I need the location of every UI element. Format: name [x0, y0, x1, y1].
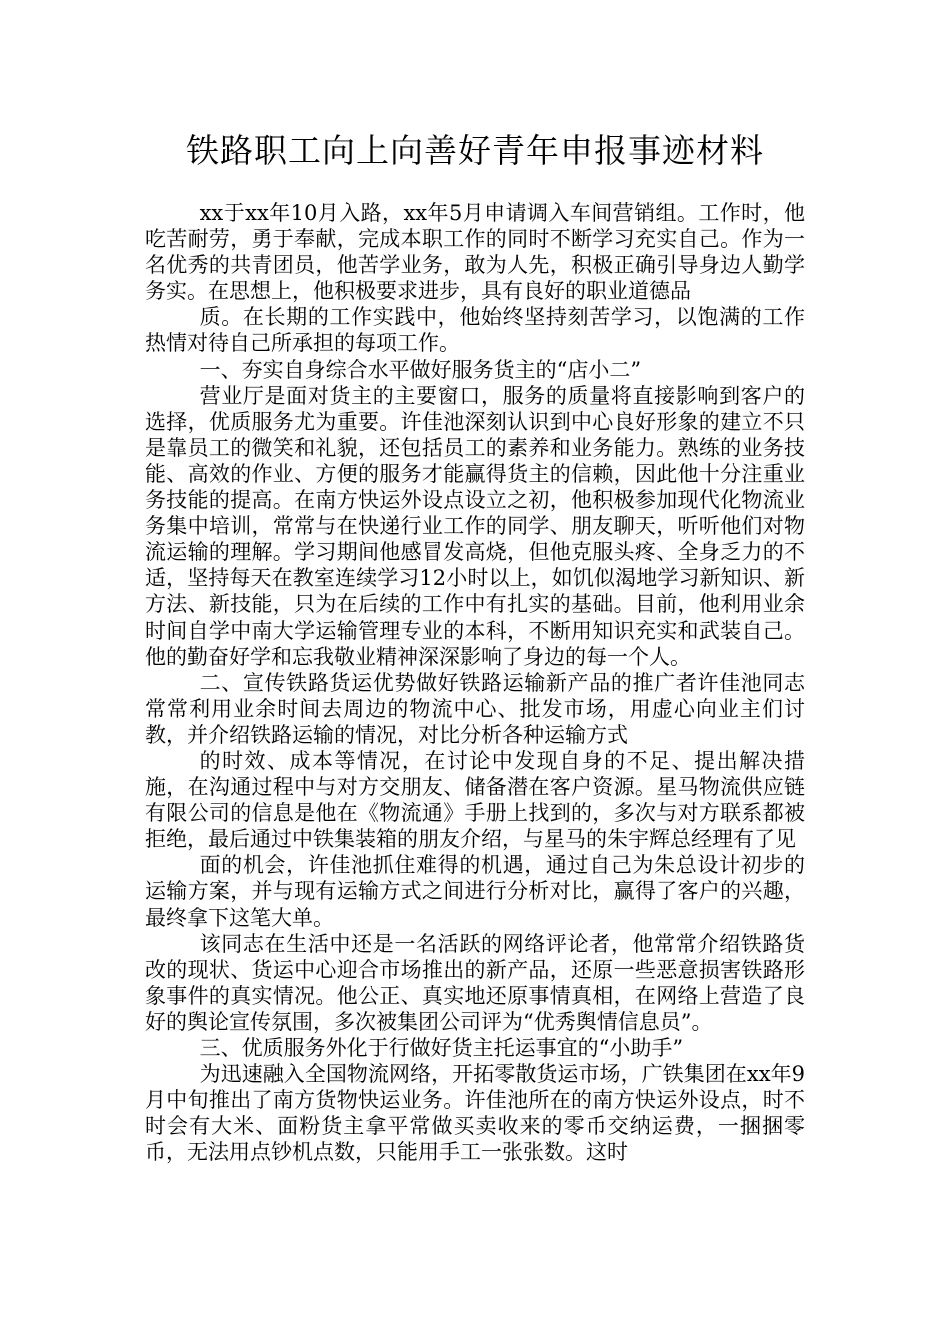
document-body — [145, 200, 805, 1165]
section-heading: 一、夯实自身综合水平做好服务货主的“店小二” — [199, 357, 642, 382]
paragraph: 面的机会，许佳池抓住难得的机遇，通过自己为朱总设计初步的运输方案，并与现有运输方式之间进行分析对比，赢得了客户的兴趣，最终拿下这笔大单。 — [145, 853, 805, 930]
section-heading: 三、优质服务外化于行做好货主托运事宜的“小助手” — [199, 1036, 684, 1060]
document-title: 铁路职工向上向善好青年申报事迹材料 — [186, 131, 764, 170]
section-heading: 二、宣传铁路货运优势做好铁路运输新产品的推广者许佳池同志常常利用业余时间去周边的物流中心、批发市场，用虚心向业主们讨教，并介绍铁路运输的情况，对比分析各种运输方式 — [145, 670, 805, 747]
paragraph: 的时效、成本等情况，在讨论中发现自身的不足、提出解决措施，在沟通过程中与对方交朋友、储备潜在客户资源。星马物流供应链有限公司的信息是他在《物流通》手册上找到的，多次与对方联系都被拒绝，最后通过中铁集装箱的朋友介绍，与星马的朱宇辉总经理有了见 — [145, 748, 805, 852]
paragraph: 为迅速融入全国物流网络，开拓零散货运市场，广铁集团在xx年9月中旬推出了南方货物快运业务。许佳池所在的南方快运外设点，时不时会有大米、面粉货主拿平常做买卖收来的零币交纳运费，一捆捆零币，无法用点钞机点数，只能用手工一张张数。这时 — [145, 1062, 805, 1165]
document-page — [145, 0, 805, 1344]
paragraph: 质。在长期的工作实践中，他始终坚持刻苦学习，以饱满的工作热情对待自己所承担的每项工作。 — [145, 305, 805, 356]
paragraph: 营业厅是面对货主的主要窗口，服务的质量将直接影响到客户的选择，优质服务尤为重要。许佳池深刻认识到中心良好形象的建立不只是靠员工的微笑和礼貌，还包括员工的素养和业务能力。熟练的业务技能、高效的作业、方便的服务才能赢得货主的信赖，因此他十分注重业务技能的提高。在南方快运外设点设立之初，他积极参加现代化物流业务集中培训，常常与在快递行业工作的同学、朋友聊天，听听他们对物流运输的理解。学习期间他感冒发高烧，但他克服头疼、全身乏力的不适，坚持每天在教室连续学习12小时以上，如饥似渴地学习新知识、新方法、新技能，只为在后续的工作中有扎实的基础。目前，他利用业余时间自学中南大学运输管理专业的本科，不断用知识充实和武装自己。他的勤奋好学和忘我敬业精神深深影响了身边的每一个人。 — [145, 383, 805, 669]
paragraph: xx于xx年10月入路，xx年5月申请调入车间营销组。工作时，他吃苦耐劳，勇于奉献，完成本职工作的同时不断学习充实自己。作为一名优秀的共青团员，他苦学业务，敢为人先，积极正确引导身边人勤学务实。在思想上，他积极要求进步，具有良好的职业道德品 — [145, 201, 805, 304]
paragraph: 该同志在生活中还是一名活跃的网络评论者，他常常介绍铁路货改的现状、货运中心迎合市场推出的新产品，还原一些恶意损害铁路形象事件的真实情况。他公正、真实地还原事情真相，在网络上营造了良好的舆论宣传氛围，多次被集团公司评为“优秀舆情信息员”。 — [145, 931, 805, 1034]
